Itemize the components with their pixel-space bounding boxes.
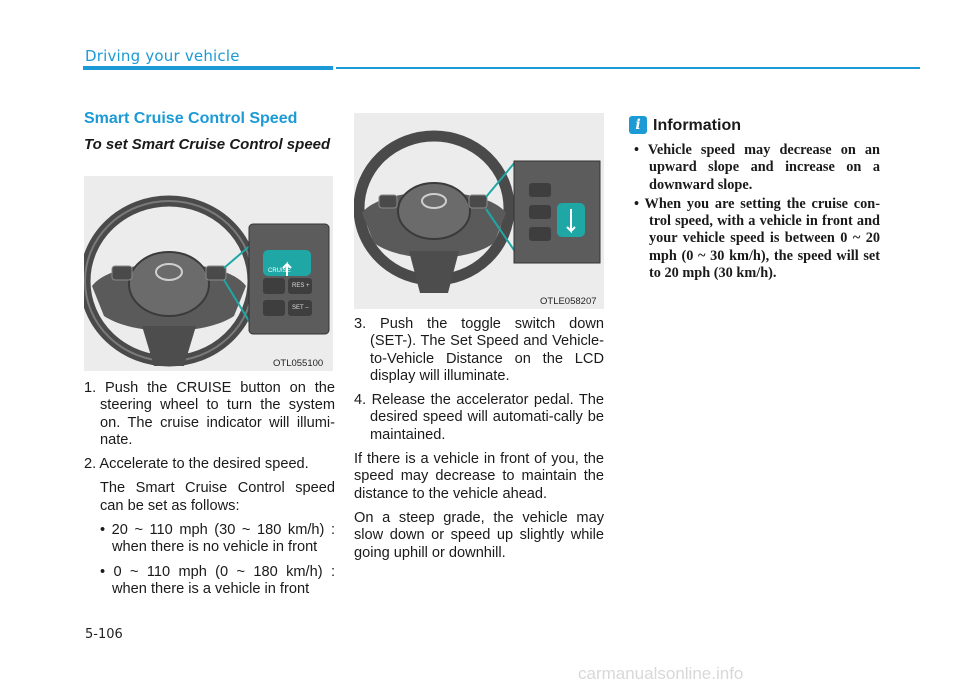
step-2: 2. Accelerate to the desired speed. <box>84 456 309 473</box>
step-2-note: The Smart Cruise Control speed can be set as follows: <box>100 480 335 514</box>
figure-code: OTLE058207 <box>540 296 597 307</box>
subsection-title: To set Smart Cruise Control speed <box>84 136 331 153</box>
information-item: • Vehicle speed may decrease on an upward slope and increase on a downward slope. <box>634 142 880 193</box>
information-item: • When you are setting the cruise con-trol speed, with a vehicle in front and your vehicle speed is between 0 ~ 20 mph (0 ~ 30 km/h), the speed will set to 20 mph (30 km/h). <box>634 195 880 282</box>
page-title: Smart Cruise Control Speed <box>84 110 298 127</box>
set-label: SET – <box>292 305 309 311</box>
header-rule-thick <box>83 66 333 70</box>
middle-column-text <box>354 316 604 569</box>
page-number: 5-106 <box>85 627 123 642</box>
step-3: 3. Push the toggle switch down (SET-). The Set Speed and Vehicle-to-Vehicle Distance on the LCD display will illuminate. <box>354 316 604 384</box>
figure-code: OTL055100 <box>273 358 324 369</box>
step-1: 1. Push the CRUISE button on the steering wheel to turn the system on. The cruise indicator will illumi-nate. <box>84 380 335 448</box>
left-column-text <box>84 380 335 605</box>
steering-wheel-illustration-toggle <box>354 113 604 309</box>
figure-steering-wheel-cruise-button <box>84 176 333 371</box>
speed-range-bullet-1: • 20 ~ 110 mph (30 ~ 180 km/h) : when there is no vehicle in front <box>100 522 335 556</box>
paragraph-steep-grade: On a steep grade, the vehicle may slow down or speed up slightly while going uphill or downhill. <box>354 509 604 561</box>
figure-steering-wheel-toggle-switch <box>354 113 604 309</box>
header-rule-thin <box>336 67 920 69</box>
information-list <box>634 142 880 284</box>
step-4: 4. Release the accelerator pedal. The desired speed will automati-cally be maintained. <box>354 392 604 443</box>
cruise-label: CRUISE <box>268 268 291 274</box>
steering-wheel-illustration <box>84 176 333 371</box>
information-icon: i <box>629 116 647 134</box>
speed-range-bullet-2: • 0 ~ 110 mph (0 ~ 180 km/h) : when there is a vehicle in front <box>100 563 335 597</box>
watermark: carmanualsonline.info <box>578 664 744 683</box>
paragraph-vehicle-ahead: If there is a vehicle in front of you, the speed may decrease to maintain the distance to the vehicle ahead. <box>354 451 604 502</box>
section-header: Driving your vehicle <box>85 47 240 65</box>
information-title: Information <box>653 117 741 134</box>
res-label: RES + <box>292 283 310 289</box>
